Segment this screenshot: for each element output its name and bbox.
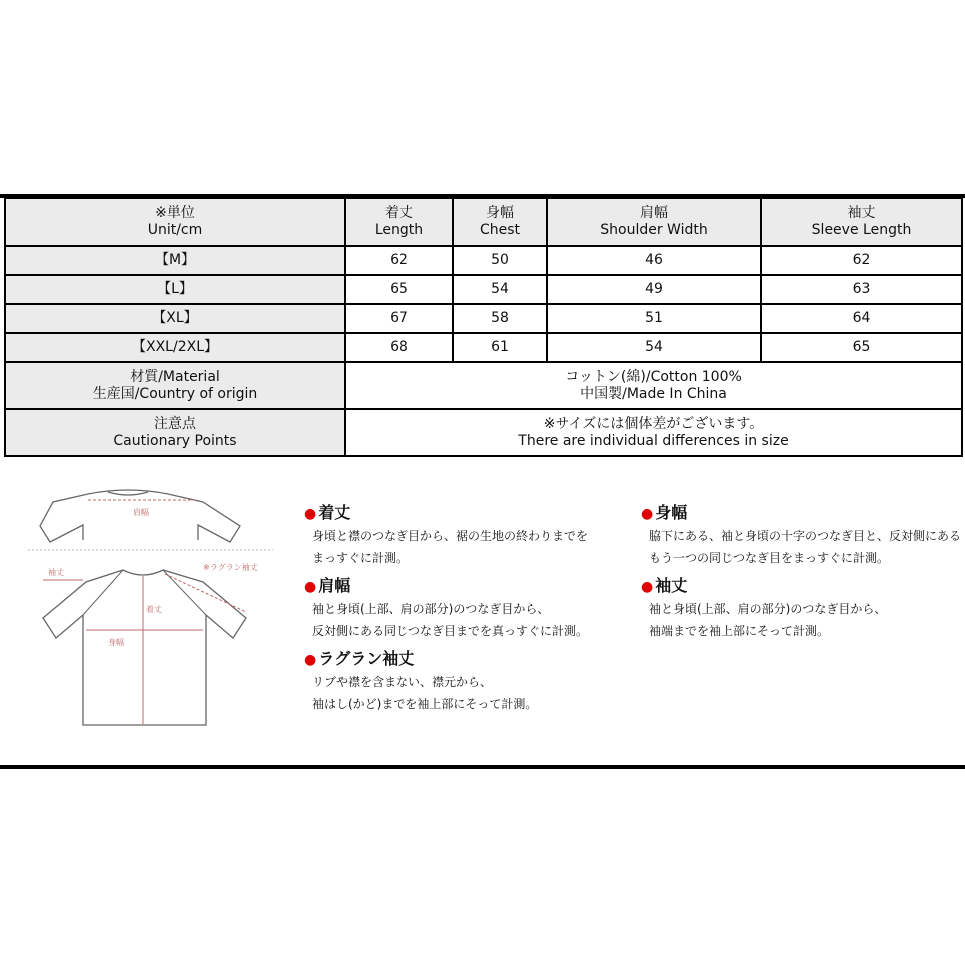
bullet-icon: ● bbox=[304, 652, 317, 668]
caution-value: ※サイズには個体差がございます。 There are individual differences in size bbox=[345, 409, 962, 456]
diagram-label-chest: 身幅 bbox=[108, 638, 124, 647]
size-cell: 【L】 bbox=[5, 275, 345, 304]
material-row bbox=[5, 362, 962, 409]
material-value: コットン(綿)/Cotton 100% 中国製/Made In China bbox=[345, 362, 962, 409]
table-row bbox=[5, 246, 962, 275]
table-row bbox=[5, 304, 962, 333]
material-label: 材質/Material 生産国/Country of origin bbox=[5, 362, 345, 409]
table-row bbox=[5, 275, 962, 304]
header-sleeve: 袖丈 Sleeve Length bbox=[761, 198, 962, 246]
diagram-label-length: 着丈 bbox=[146, 605, 162, 614]
tshirt-measurement-diagram bbox=[28, 480, 273, 735]
diagram-label-shoulder: 肩幅 bbox=[133, 508, 149, 517]
chest-cell: 54 bbox=[453, 275, 547, 304]
size-cell: 【XL】 bbox=[5, 304, 345, 333]
bullet-icon: ● bbox=[304, 579, 317, 595]
length-cell: 62 bbox=[345, 246, 453, 275]
raglan-measure-line bbox=[165, 574, 246, 612]
header-length: 着丈 Length bbox=[345, 198, 453, 246]
size-cell: 【M】 bbox=[5, 246, 345, 275]
sleeve-cell: 64 bbox=[761, 304, 962, 333]
note-chest: ● 身幅 脇下にある、袖と身頃の十字のつなぎ目と、反対側にある もう一つの同じつなぎ目をまっすぐに計測。 bbox=[641, 503, 962, 565]
chest-cell: 58 bbox=[453, 304, 547, 333]
sleeve-cell: 65 bbox=[761, 333, 962, 362]
diagram-label-raglan: ※ラグラン袖丈 bbox=[203, 563, 258, 572]
chest-cell: 50 bbox=[453, 246, 547, 275]
note-sleeve: ● 袖丈 袖と身頃(上部、肩の部分)のつなぎ目から、 袖端までを袖上部にそって計測。 bbox=[641, 576, 887, 638]
sleeve-cell: 63 bbox=[761, 275, 962, 304]
header-unit: ※単位 Unit/cm bbox=[5, 198, 345, 246]
diagram-label-sleeve: 袖丈 bbox=[48, 568, 64, 577]
table-header-row bbox=[5, 198, 962, 246]
bullet-icon: ● bbox=[641, 506, 654, 522]
header-chest: 身幅 Chest bbox=[453, 198, 547, 246]
sleeve-cell: 62 bbox=[761, 246, 962, 275]
caution-row bbox=[5, 409, 962, 456]
shoulder-cell: 51 bbox=[547, 304, 761, 333]
length-cell: 65 bbox=[345, 275, 453, 304]
length-cell: 68 bbox=[345, 333, 453, 362]
collar-back bbox=[108, 492, 148, 495]
bullet-icon: ● bbox=[304, 506, 317, 522]
note-length: ● 着丈 身頃と襟のつなぎ目から、裾の生地の終わりまでを まっすぐに計測。 bbox=[304, 503, 589, 565]
note-raglan: ● ラグラン袖丈 リブや襟を含まない、襟元から、 袖はし(かど)までを袖上部にそって計測。 bbox=[304, 649, 538, 711]
chest-cell: 61 bbox=[453, 333, 547, 362]
size-cell: 【XXL/2XL】 bbox=[5, 333, 345, 362]
header-shoulder: 肩幅 Shoulder Width bbox=[547, 198, 761, 246]
note-shoulder: ● 肩幅 袖と身頃(上部、肩の部分)のつなぎ目から、 反対側にある同じつなぎ目までを真っすぐに計測。 bbox=[304, 576, 589, 638]
shoulder-cell: 54 bbox=[547, 333, 761, 362]
caution-label: 注意点 Cautionary Points bbox=[5, 409, 345, 456]
shoulder-cell: 49 bbox=[547, 275, 761, 304]
shoulder-cell: 46 bbox=[547, 246, 761, 275]
length-cell: 67 bbox=[345, 304, 453, 333]
size-table bbox=[4, 197, 963, 457]
bullet-icon: ● bbox=[641, 579, 654, 595]
shirt-front-outline bbox=[43, 570, 246, 725]
table-row bbox=[5, 333, 962, 362]
